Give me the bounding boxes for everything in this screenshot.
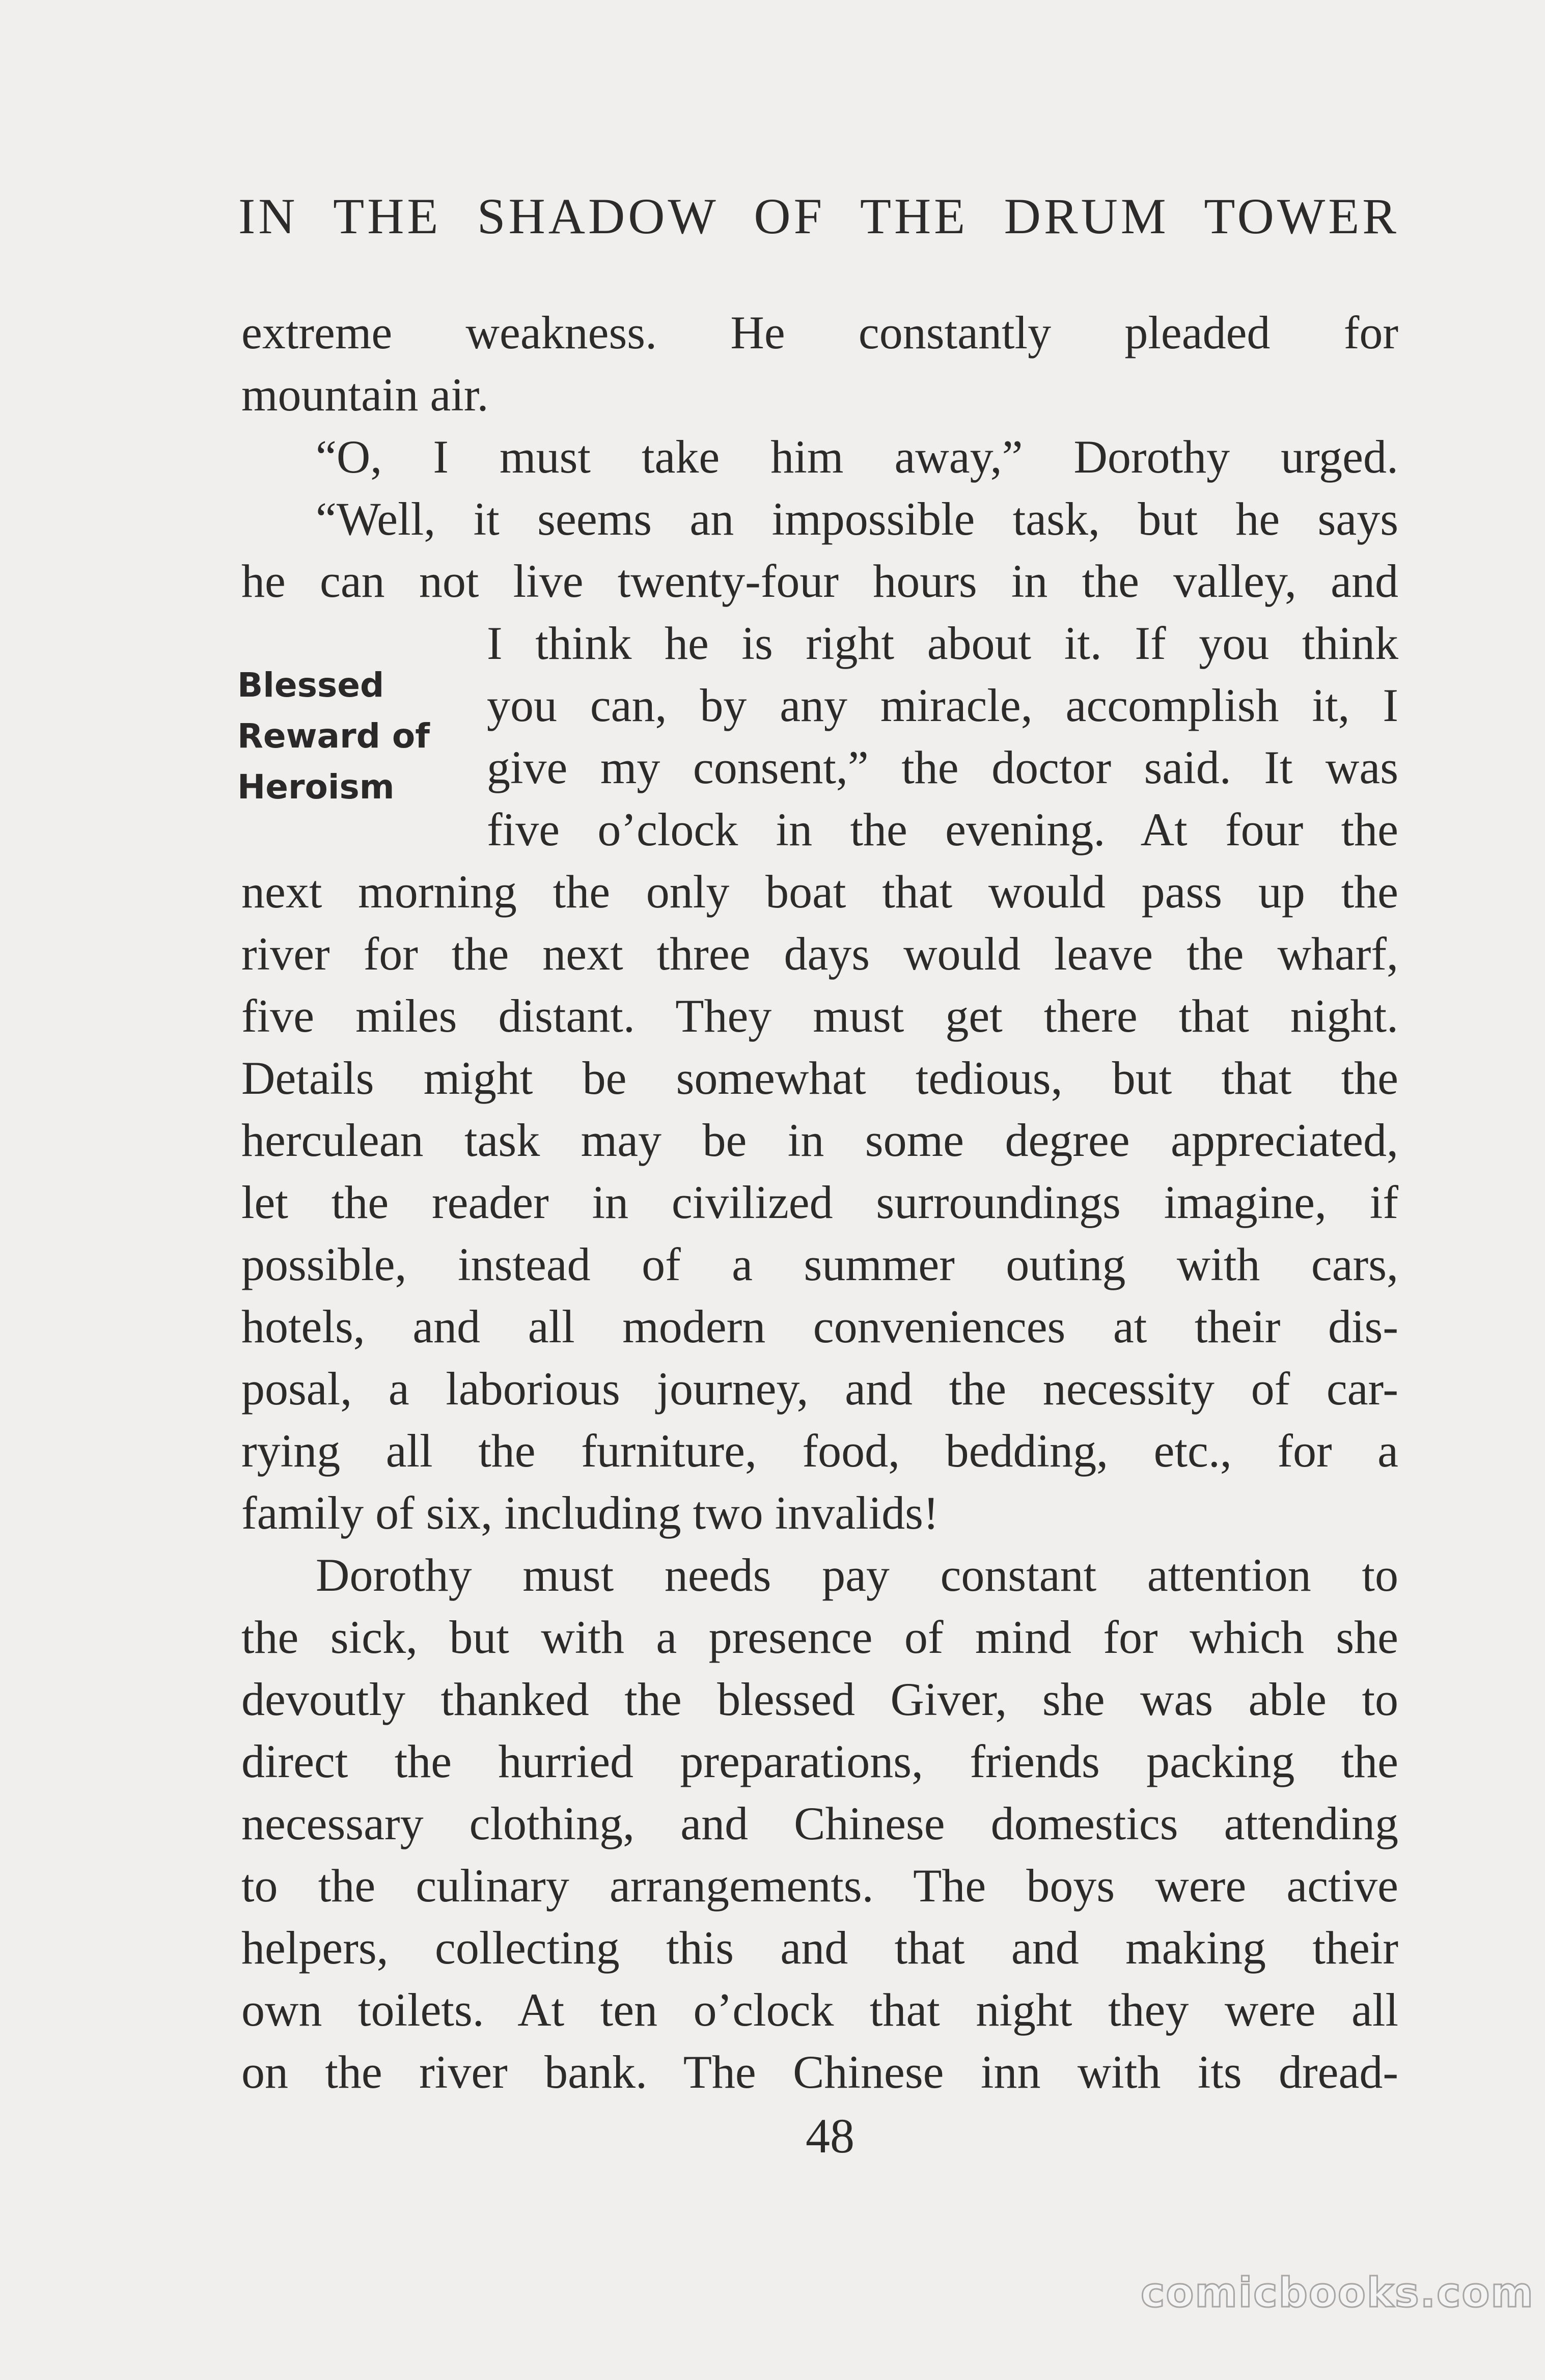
text-line: the sick, but with a presence of mind for which she: [241, 1611, 1398, 1663]
text-line: let the reader in civilized surroundings imagine, if: [241, 1176, 1398, 1228]
running-title: IN THE SHADOW OF THE DRUM TOWER: [238, 188, 1399, 244]
page-number: 48: [806, 2109, 854, 2163]
text-line: next morning the only boat that would pass up the: [241, 866, 1398, 918]
text-line: hotels, and all modern conveniences at their dis-: [241, 1300, 1398, 1352]
text-line: I think he is right about it. If you think: [487, 617, 1398, 669]
text-line: herculean task may be in some degree appreciated,: [241, 1114, 1398, 1166]
text-line: river for the next three days would leave the wharf,: [241, 928, 1398, 980]
text-line: to the culinary arrangements. The boys were active: [241, 1860, 1398, 1912]
text-line: he can not live twenty-four hours in the valley, and: [241, 555, 1398, 607]
margin-note-line: Blessed: [237, 666, 384, 705]
text-line: on the river bank. The Chinese inn with its dread-: [241, 2046, 1398, 2098]
text-line: devoutly thanked the blessed Giver, she was able to: [241, 1673, 1398, 1725]
watermark-logo: comicbooks.com: [1141, 2269, 1534, 2316]
margin-note-line: Heroism: [237, 767, 395, 807]
margin-note: [237, 660, 451, 813]
text-line: helpers, collecting this and that and making their: [241, 1922, 1398, 1974]
text-line: possible, instead of a summer outing with cars,: [241, 1238, 1398, 1290]
text-line: five o’clock in the evening. At four the: [487, 804, 1398, 855]
text-line: posal, a laborious journey, and the necessity of car-: [241, 1363, 1398, 1415]
text-line: mountain air.: [241, 369, 489, 421]
text-line: “Well, it seems an impossible task, but he says: [316, 493, 1398, 545]
text-line: five miles distant. They must get there that night.: [241, 990, 1398, 1042]
text-line: family of six, including two invalids!: [241, 1487, 939, 1539]
text-line: rying all the furniture, food, bedding, etc., for a: [241, 1425, 1398, 1477]
text-line: give my consent,” the doctor said. It was: [487, 741, 1398, 793]
text-line: Dorothy must needs pay constant attention to: [316, 1549, 1398, 1601]
margin-note-line: Reward of: [237, 716, 430, 756]
text-line: “O, I must take him away,” Dorothy urged.: [316, 431, 1398, 483]
text-line: necessary clothing, and Chinese domestics attending: [241, 1797, 1398, 1849]
text-line: own toilets. At ten o’clock that night they were all: [241, 1984, 1398, 2036]
text-line: Details might be somewhat tedious, but that the: [241, 1052, 1398, 1104]
text-line: direct the hurried preparations, friends packing the: [241, 1735, 1398, 1787]
text-line: you can, by any miracle, accomplish it, I: [487, 679, 1398, 731]
text-line: extreme weakness. He constantly pleaded for: [241, 307, 1398, 358]
